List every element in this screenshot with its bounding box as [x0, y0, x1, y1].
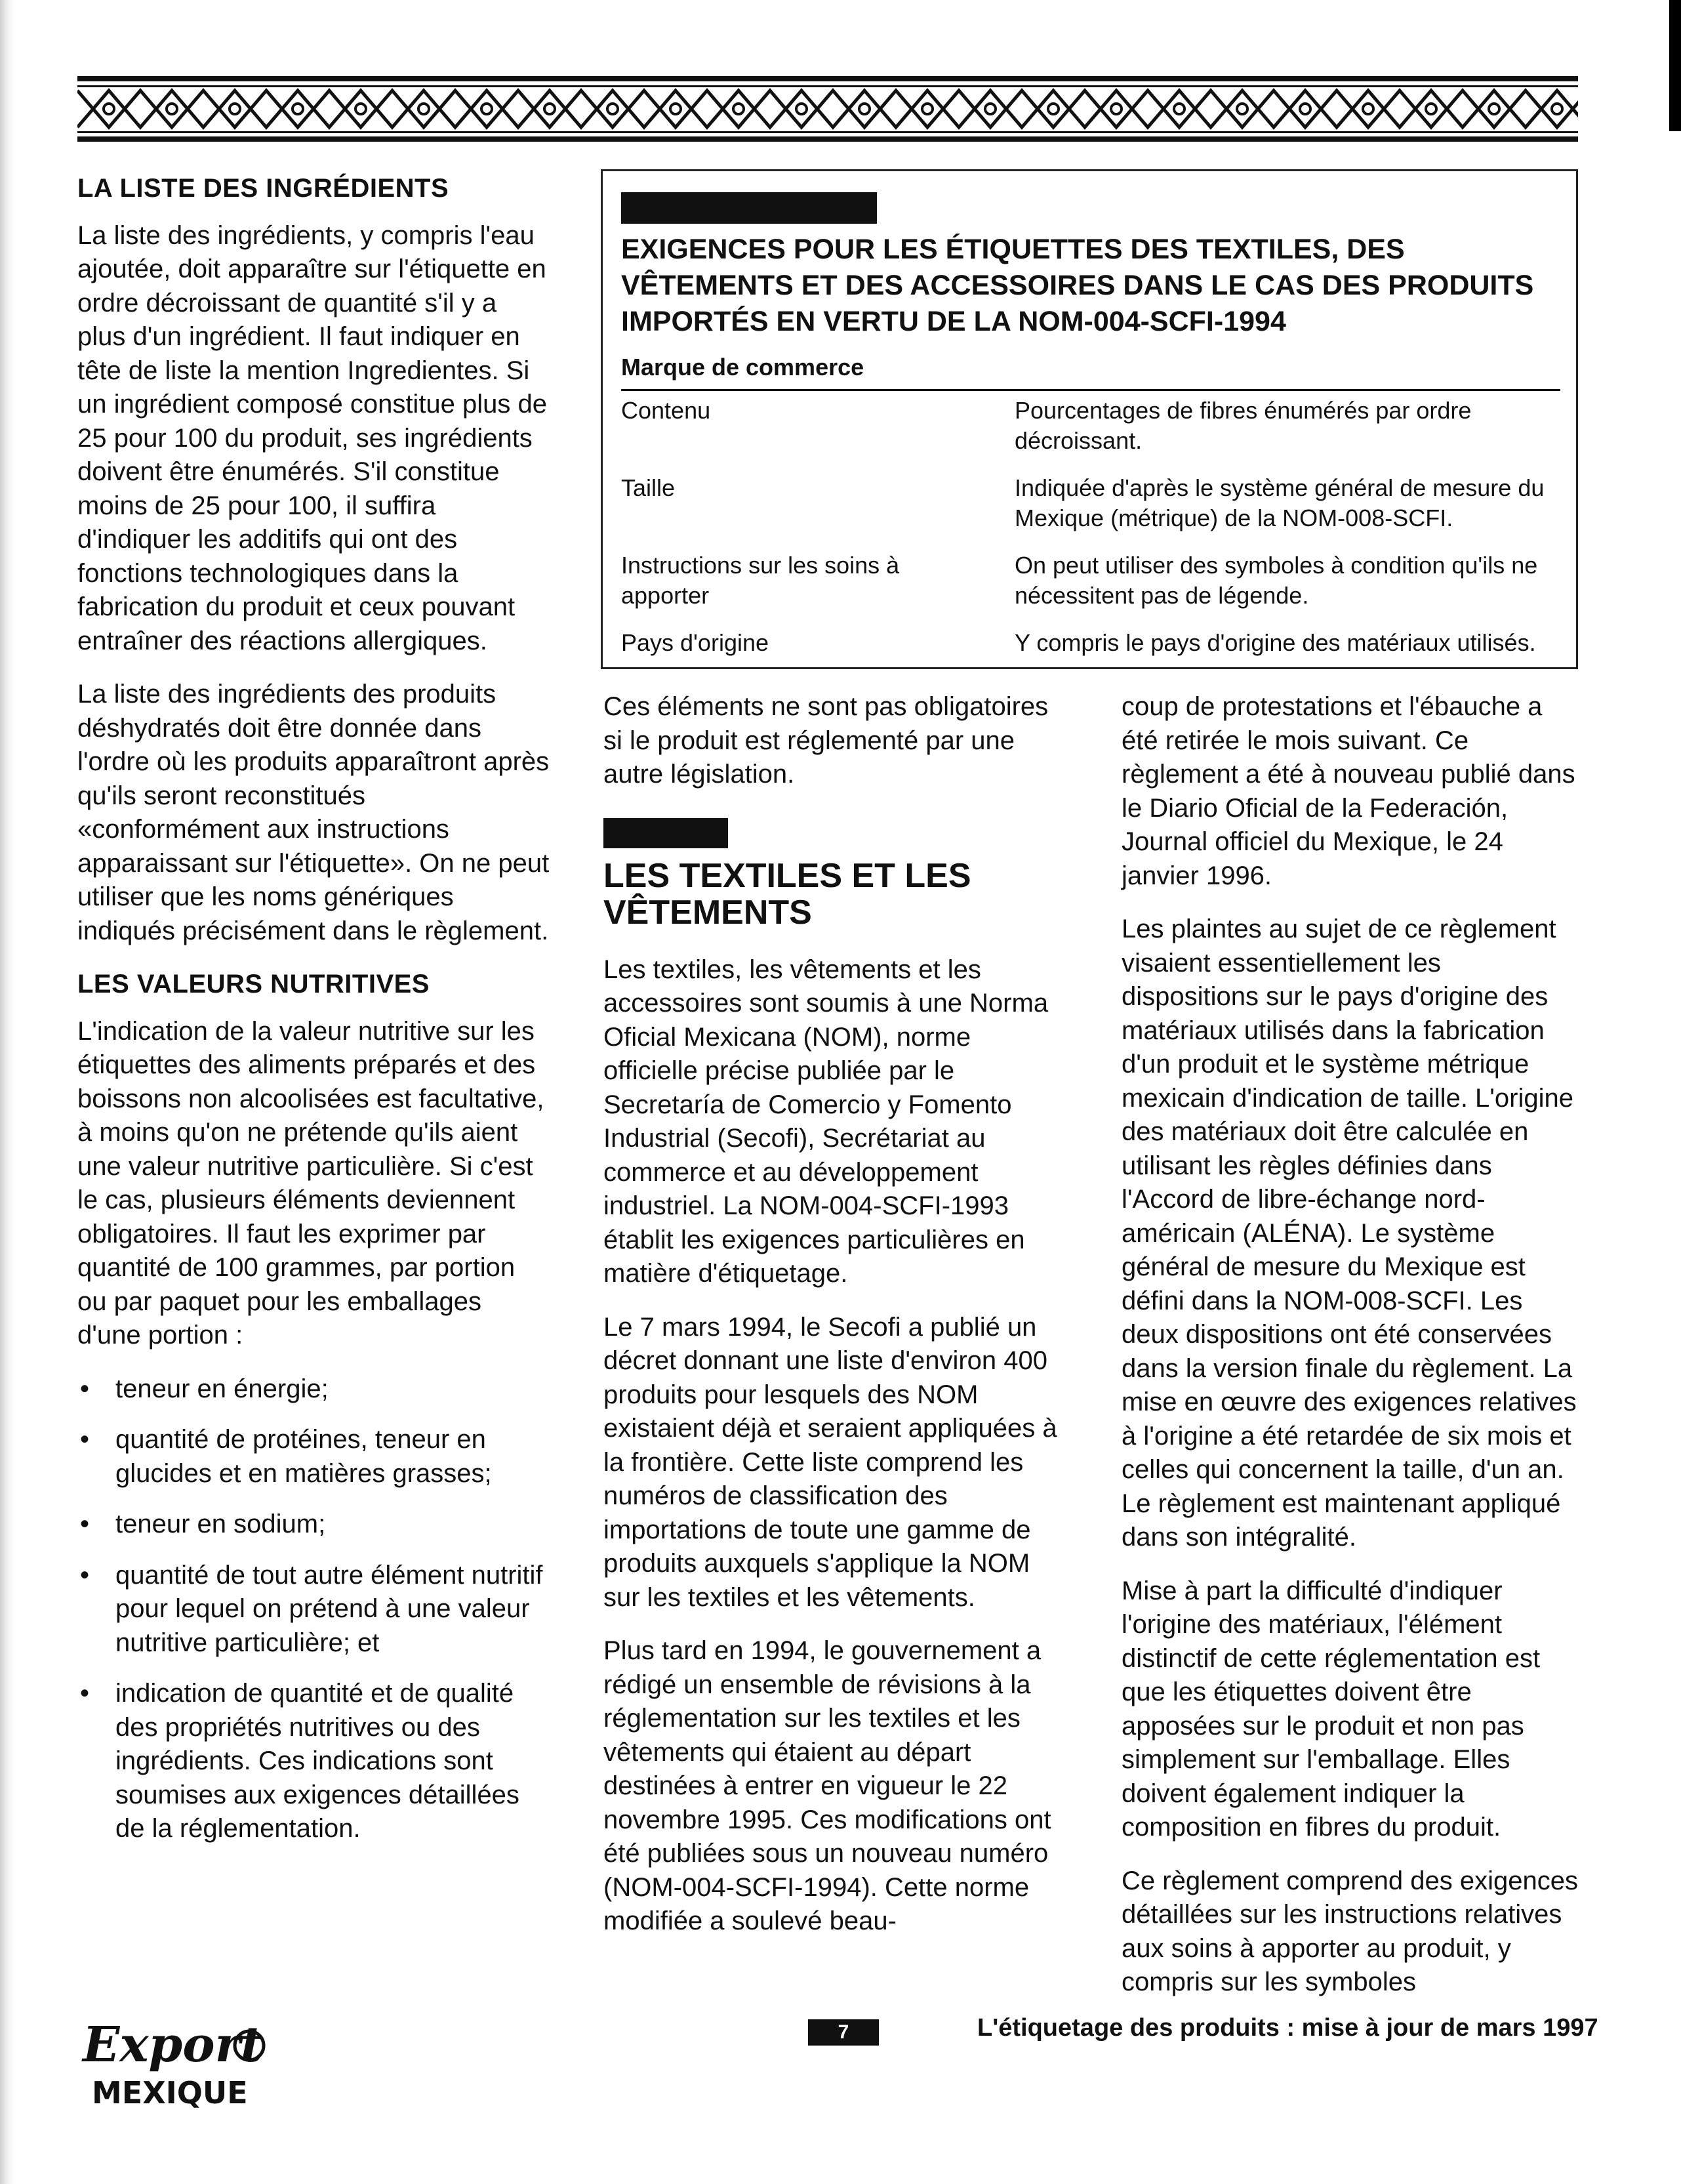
right-paragraph-2: Les plaintes au sujet de ce règlement visaient essentiellement les dispositions sur le pays d'origine des matériaux utilisés dans la fabrication d'un produit et le système métrique mexicain d'indication de taille. L'origine des matériaux doit être calculée en utilisant les règles définies dans l'Accord de libre-échange nord-américain (ALÉNA). Le système général de mesure du Mexique est défini dans la NOM-008-SCFI. Les deux dispositions ont été conservées dans la version finale du règlement. La mise en œuvre des exigences relatives à l'origine a été retardée de six mois et celles qui concernent la taille, d'un an. Le règlement est maintenant appliqué dans son intégralité. [1122, 915, 1577, 1552]
box-title: EXIGENCES POUR LES ÉTIQUETTES DES TEXTILES, DES VÊTEMENTS ET DES ACCESSOIRES DANS LE CAS DES PRODUITS IMPORTÉS EN VERTU DE LA NOM-004-SCFI-1994 [621, 234, 1534, 337]
ingredients-paragraph-2: La liste des ingrédients des produits déshydratés doit être donnée dans l'ordre où les produits apparaîtront après qu'ils seront reconstitués «conformément aux instructions apparaissant sur l'étiquette». On ne peut utiliser que les noms génériques indiqués précisément dans le règlement. [77, 680, 550, 945]
nutrition-bullet-list [77, 1372, 550, 1846]
bullet-item: • quantité de tout autre élément nutritif pour lequel on prétend à une valeur nutritive particulière; et [77, 1559, 550, 1660]
middle-paragraph-1: Les textiles, les vêtements et les accessoires sont soumis à une Norma Oficial Mexicana (NOM), norme officielle précise publiée par le Secretaría de Comercio y Fomento Industrial (Secofi), Secrétariat au commerce et au développement industriel. La NOM-004-SCFI-1993 établit les exigences particulières en matière d'étiquetage. [603, 955, 1049, 1288]
bullet-item: • indication de quantité et de qualité des propriétés nutritives ou des ingrédients. Ces indications sont soumises aux exigences détaillées de la réglementation. [77, 1677, 550, 1846]
middle-column [603, 690, 1063, 1958]
row-value: On peut utiliser des symboles à condition qu'ils ne nécessitent pas de légende. [1015, 552, 1538, 609]
row-label: Contenu [621, 397, 711, 424]
middle-paragraph-3: Plus tard en 1994, le gouvernement a rédigé un ensemble de révisions à la réglementation sur les textiles et les vêtements qui étaient au départ destinées à entrer en vigueur le 22 novembre 1995. Ces modifications ont été publiées sous un nouveau numéro (NOM-004-SCFI-1994). Cette norme modifiée a soulevé beau- [603, 1636, 1051, 1935]
box-row-pays [621, 628, 1560, 667]
scan-edge-right [1669, 0, 1681, 131]
nutrition-paragraph-1: L'indication de la valeur nutritive sur les étiquettes des aliments préparés et des boissons non alcoolisées est facultative, à moins qu'on ne prétende qu'ils aient une valeur nutritive particulière. Si c'est le cas, plusieurs éléments deviennent obligatoires. Il faut les exprimer par quantité de 100 grammes, par portion ou par paquet pour les emballages d'une portion : [77, 1016, 544, 1350]
logo-text-top: Export [83, 2017, 263, 2073]
right-paragraph-1: coup de protestations et l'ébauche a été retirée le mois suivant. Ce règlement a été à nouveau publié dans le Diario Oficial de la Federación, Journal officiel du Mexique, le 24 janvier 1996. [1122, 692, 1575, 890]
row-value: Indiquée d'après le système général de mesure du Mexique (métrique) de la NOM-008-SCFI. [1015, 474, 1545, 531]
bullet-item: • teneur en énergie; [77, 1372, 550, 1407]
nutrition-heading: LES VALEURS NUTRITIVES [77, 970, 430, 999]
page-number: 7 [808, 2019, 879, 2046]
logo-text-bottom: MEXIQUE [92, 2075, 248, 2111]
requirements-box [601, 169, 1578, 669]
row-value: Pourcentages de fibres énumérés par ordre décroissant. [1015, 397, 1472, 454]
bullet-item: • teneur en sodium; [77, 1508, 550, 1542]
box-rows [621, 396, 1560, 667]
footer-title: L'étiquetage des produits : mise à jour de mars 1997 [977, 2014, 1598, 2042]
right-paragraph-3: Mise à part la difficulté d'indiquer l'origine des matériaux, l'élément distinctif de cette réglementation est que les étiquettes doivent être apposées sur le produit et non pas simplement sur l'emballage. Elles doivent également indiquer la composition en fibres du produit. [1122, 1576, 1541, 1842]
export-mexique-logo [77, 2008, 281, 2112]
middle-paragraph-2: Le 7 mars 1994, le Secofi a publié un décret donnant une liste d'environ 400 produits pour lesquels des NOM existaient déjà et seraient appliquées à la frontière. Cette liste comprend les numéros de classification des importations de toute une gamme de produits auxquels s'applique la NOM sur les textiles et les vêtements. [603, 1312, 1057, 1612]
box-row-contenu [621, 396, 1560, 473]
section-title: LES TEXTILES ET LES VÊTEMENTS [603, 856, 971, 932]
section-bar [603, 818, 728, 848]
decorative-header-band [77, 73, 1578, 144]
bullet-item: • quantité de protéines, teneur en glucides et en matières grasses; [77, 1423, 550, 1491]
box-brand-label: Marque de commerce [621, 354, 1560, 391]
right-column [1122, 690, 1581, 2019]
row-label: Taille [621, 474, 676, 501]
box-row-instructions [621, 550, 1560, 628]
box-title-bar [621, 192, 877, 224]
left-column [77, 172, 550, 1863]
scan-edge-left [0, 0, 14, 2184]
zigzag-pattern [77, 91, 1578, 127]
middle-intro: Ces éléments ne sont pas obligatoires si le produit est réglementé par une autre législation. [603, 692, 1049, 789]
box-row-taille [621, 473, 1560, 550]
right-paragraph-4: Ce règlement comprend des exigences détaillées sur les instructions relatives aux soins à apporter au produit, y compris sur les symboles [1122, 1866, 1578, 1996]
row-value: Y compris le pays d'origine des matériaux utilisés. [1015, 629, 1536, 656]
row-label: Instructions sur les soins à apporter [621, 552, 900, 609]
row-label: Pays d'origine [621, 629, 769, 656]
ingredients-heading: LA LISTE DES INGRÉDIENTS [77, 174, 449, 203]
ingredients-paragraph-1: La liste des ingrédients, y compris l'eau ajoutée, doit apparaître sur l'étiquette en ordre décroissant de quantité s'il y a plus d'un ingrédient. Il faut indiquer en tête de liste la mention Ingredientes. Si un ingrédient composé constitue plus de 25 pour 100 du produit, ses ingrédients doivent être énumérés. S'il constitue moins de 25 pour 100, il suffira d'indiquer les additifs qui ont des fonctions technologiques dans la fabrication du produit et ceux pouvant entraîner des réactions allergiques. [77, 220, 548, 655]
